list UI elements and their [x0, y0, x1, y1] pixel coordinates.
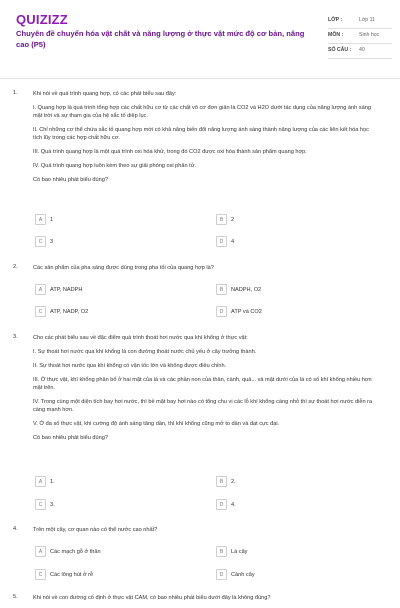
option-letter: D	[216, 499, 227, 510]
question-text	[33, 526, 378, 540]
option-text: 3	[50, 238, 54, 245]
question-text	[33, 334, 378, 448]
question-text	[33, 594, 378, 608]
option-letter: C	[35, 306, 46, 317]
option-text: 4.	[231, 501, 236, 508]
option-d[interactable]	[216, 236, 234, 247]
option-letter: A	[35, 284, 46, 295]
question-number: 4.	[13, 526, 18, 532]
question-paragraph: Trên một cây, cơ quan nào có thể nước cao nhất?	[33, 527, 158, 533]
option-c[interactable]	[35, 306, 88, 317]
option-a[interactable]	[35, 214, 53, 225]
option-d[interactable]	[216, 499, 236, 510]
question-paragraph: II. Chỉ những cơ thể chứa sắc tố quang hợp mới có khả năng biến đổi năng lượng ánh sáng thành năng lượng của các liên kết hóa học tích lũy trong các hợp chất hữu cơ.	[33, 127, 369, 141]
option-a[interactable]	[35, 284, 82, 295]
option-letter: D	[216, 569, 227, 580]
question-number: 5.	[13, 594, 18, 600]
question-number: 3.	[13, 334, 18, 340]
question-paragraph: Các sản phẩm của pha sáng được dùng trong pha tối của quang hợp là?	[33, 265, 214, 271]
option-text: ATP và CO2	[231, 308, 262, 315]
option-d[interactable]	[216, 306, 262, 317]
question-paragraph: II. Sự thoát hơi nước qua khí khổng có vận tốc lớn và không được điều chỉnh.	[33, 363, 227, 369]
option-text: 4	[231, 238, 235, 245]
meta-row-count	[328, 44, 392, 59]
option-letter: A	[35, 476, 46, 487]
question-paragraph: III. Quá trình quang hợp là một quá trình oxi hóa khử, trong đó CO2 được oxi hóa thành sản phẩm quang hợp.	[33, 149, 307, 155]
question-paragraph: Khi nói về quá trình quang hợp, có các phát biểu sau đây:	[33, 91, 177, 97]
option-b[interactable]	[216, 476, 236, 487]
question-number: 1.	[13, 90, 18, 96]
worksheet-title: Chuyên đề chuyển hóa vật chất và năng lượng ở thực vật mức độ cơ bản, nâng cao (P5)	[16, 29, 305, 49]
option-letter: B	[216, 476, 227, 487]
meta-value: 40	[359, 47, 365, 53]
question-paragraph: IV. Trong cùng một diện tích bay hơi nước, thì bề mặt bay hơi nào có tổng chu vi các lỗ khí khổng càng nhỏ thì sự thoát hơi nước diễn ra càng mạnh hơn.	[33, 399, 373, 413]
option-d[interactable]	[216, 569, 255, 580]
question-text	[33, 264, 378, 278]
question-paragraph: III. Ở thực vật, khí khổng phân bố ở hai mặt của lá và các phần non của thân, cành, quả... và mặt dưới của lá có số khí khổng nhiều hơn mặt trên.	[33, 377, 372, 391]
option-letter: B	[216, 214, 227, 225]
question-paragraph: Có bao nhiêu phát biểu đúng?	[33, 435, 108, 441]
meta-row-subject	[328, 29, 392, 44]
option-c[interactable]	[35, 499, 55, 510]
option-text: ATP, NADP, O2	[50, 308, 89, 315]
question-paragraph: IV. Quá trình quang hợp luôn kèm theo sự giải phóng oxi phân tử.	[33, 163, 197, 169]
option-letter: C	[35, 569, 46, 580]
question-paragraph: I. Quang hợp là quá trình tổng hợp các chất hữu cơ từ các chất vô cơ đơn giản là CO2 và H2O dưới tác dụng của năng lượng ánh sáng mặt trời và sự tham gia của hệ sắc tố diệp lục.	[33, 105, 371, 119]
option-text: Các mạch gỗ ở thân	[50, 548, 101, 555]
meta-row-class	[328, 14, 392, 29]
option-a[interactable]	[35, 476, 55, 487]
option-text: 1	[50, 216, 54, 223]
question-paragraph: Cho các phát biểu sau về đặc điểm quá trình thoát hơi nước qua khí khổng ở thực vật:	[33, 335, 248, 341]
option-letter: A	[35, 546, 46, 557]
option-text: ATP, NADPH	[50, 286, 83, 293]
option-text: 2.	[231, 478, 236, 485]
quizizz-logo: QUIZIZZ	[16, 12, 68, 27]
question-paragraph: Có bao nhiêu phát biểu đúng?	[33, 177, 108, 183]
meta-label: LỚP :	[328, 17, 343, 23]
header-divider	[0, 78, 400, 79]
meta-value: Sinh học	[359, 32, 380, 38]
option-letter: D	[216, 236, 227, 247]
option-letter: B	[216, 546, 227, 557]
option-letter: C	[35, 499, 46, 510]
option-text: Các lông hút ở rễ	[50, 571, 94, 578]
option-letter: A	[35, 214, 46, 225]
option-text: NADPH, O2	[231, 286, 262, 293]
question-number: 2.	[13, 264, 18, 270]
option-c[interactable]	[35, 569, 93, 580]
option-text: 2	[231, 216, 235, 223]
option-letter: C	[35, 236, 46, 247]
option-text: 1.	[50, 478, 55, 485]
option-b[interactable]	[216, 546, 247, 557]
question-paragraph: I. Sự thoát hơi nước qua khí khổng là con đường thoát nước chủ yếu ở cây trưởng thành.	[33, 349, 257, 355]
question-paragraph: V. Ở đa số thực vật, khi cường độ ánh sáng tăng dần, thì khí khổng cũng mở to dần và đạt cực đại.	[33, 421, 280, 427]
option-b[interactable]	[216, 284, 261, 295]
option-b[interactable]	[216, 214, 234, 225]
question-text	[33, 90, 378, 190]
option-a[interactable]	[35, 546, 101, 557]
option-text: 3.	[50, 501, 55, 508]
worksheet-meta	[328, 14, 392, 59]
option-text: Cành cây	[231, 571, 255, 578]
meta-label: SỐ CÂU :	[328, 47, 352, 53]
option-text: Lá cây	[231, 548, 248, 555]
meta-label: MÔN :	[328, 32, 344, 38]
meta-value: Lớp 11	[359, 17, 375, 23]
question-paragraph: Khi nói về con đường cố định ở thực vật CAM, có bao nhiêu phát biểu dưới đây là không đúng?	[33, 595, 271, 601]
option-letter: B	[216, 284, 227, 295]
option-letter: D	[216, 306, 227, 317]
page-header	[0, 0, 400, 78]
option-c[interactable]	[35, 236, 53, 247]
